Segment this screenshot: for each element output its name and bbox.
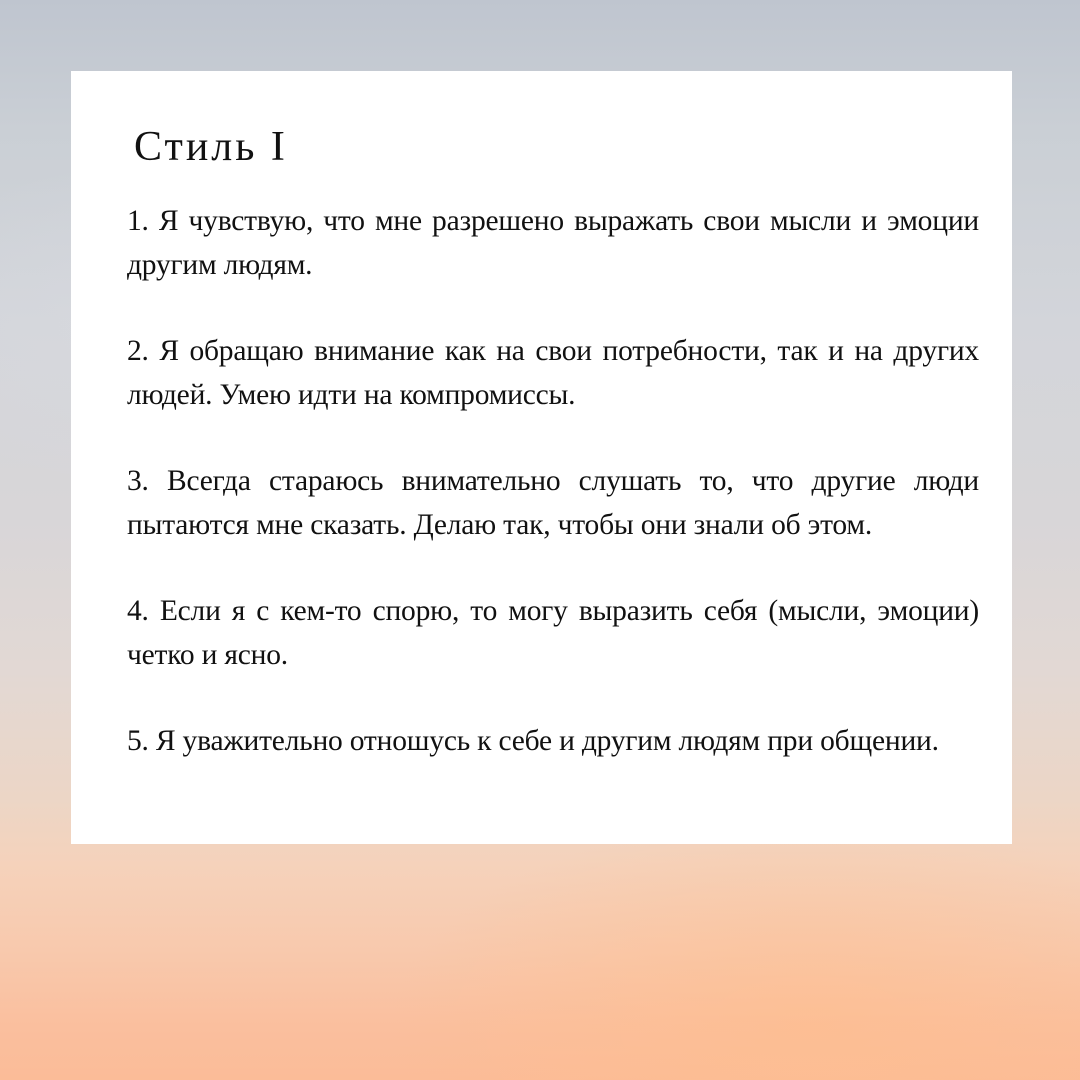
card-title: Стиль I	[134, 124, 288, 170]
statement-item-1: 1. Я чувствую, что мне разрешено выражать свои мысли и эмоции другим людям.	[127, 205, 979, 281]
statement-item-3: 3. Всегда стараюсь внимательно слушать то, что другие люди пытаются мне сказать. Делаю так, чтобы они знали об этом.	[127, 465, 979, 541]
statement-item-4: 4. Если я с кем-то спорю, то могу выразить себя (мысли, эмоции) четко и ясно.	[127, 595, 979, 671]
statement-item-2: 2. Я обращаю внимание как на свои потребности, так и на других людей. Умею идти на компромиссы.	[127, 335, 979, 411]
statement-list	[127, 199, 979, 763]
statement-item-5: 5. Я уважительно отношусь к себе и другим людям при общении.	[127, 725, 939, 757]
content-card	[71, 71, 1012, 844]
